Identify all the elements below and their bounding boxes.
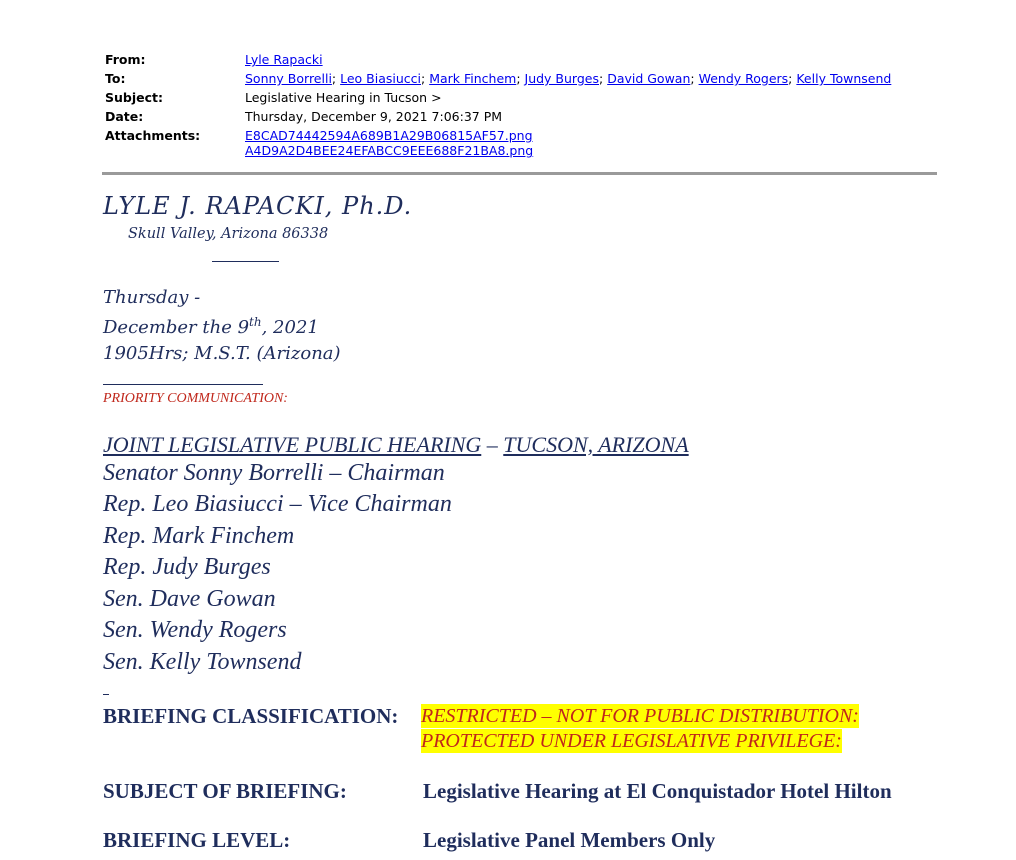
date-value: Thursday, December 9, 2021 7:06:37 PM — [245, 109, 503, 124]
letterhead-name: LYLE J. RAPACKI, Ph.D. — [103, 192, 413, 220]
classification-value-line1: RESTRICTED – NOT FOR PUBLIC DISTRIBUTION: — [421, 705, 859, 727]
dateline-rule — [103, 384, 263, 385]
letterhead-rule — [212, 261, 279, 262]
dateline-time: 1905Hrs; M.S.T. (Arizona) — [103, 343, 341, 364]
to-recipients: Sonny Borrelli; Leo Biasiucci; Mark Finchem; Judy Burges; David Gowan; Wendy Rogers; Kelly Townsend — [245, 71, 892, 86]
recipient-link[interactable]: Leo Biasiucci — [340, 71, 421, 86]
from-label: From: — [105, 52, 146, 67]
header-divider — [102, 172, 937, 175]
subject-value: Legislative Hearing in Tucson > — [245, 90, 442, 105]
recipient-link[interactable]: Mark Finchem — [429, 71, 517, 86]
recipient-link[interactable]: David Gowan — [607, 71, 691, 86]
subject-of-briefing-label: SUBJECT OF BRIEFING: — [103, 779, 347, 803]
recipient-link[interactable]: Wendy Rogers — [698, 71, 789, 86]
member-line: Sen. Wendy Rogers — [103, 617, 287, 643]
recipient-link[interactable]: Judy Burges — [524, 71, 599, 86]
email-header — [105, 50, 891, 160]
briefing-level-label: BRIEFING LEVEL: — [103, 828, 291, 852]
member-line: Rep. Leo Biasiucci – Vice Chairman — [103, 491, 452, 517]
to-label: To: — [105, 71, 126, 86]
attachment-link[interactable]: E8CAD74442594A689B1A29B06815AF57.png — [245, 128, 533, 143]
recipient-link[interactable]: Kelly Townsend — [796, 71, 892, 86]
date-label: Date: — [105, 109, 144, 124]
subject-of-briefing-value: Legislative Hearing at El Conquistador Hotel Hilton — [423, 779, 892, 803]
attachments-label: Attachments: — [105, 128, 201, 143]
subject-label: Subject: — [105, 90, 163, 105]
classification-label: BRIEFING CLASSIFICATION: — [103, 704, 399, 728]
small-dash — [103, 694, 109, 695]
member-line: Rep. Mark Finchem — [103, 523, 295, 549]
from-link[interactable]: Lyle Rapacki — [245, 52, 323, 67]
classification-value-line2: PROTECTED UNDER LEGISLATIVE PRIVILEGE: — [421, 730, 842, 752]
recipient-link[interactable]: Sonny Borrelli — [245, 71, 332, 86]
member-line: Sen. Dave Gowan — [103, 586, 276, 612]
member-line: Senator Sonny Borrelli – Chairman — [103, 460, 445, 486]
date-row — [105, 107, 891, 126]
subject-row — [105, 88, 891, 107]
hearing-title: JOINT LEGISLATIVE PUBLIC HEARING – TUCSON, ARIZONA — [103, 432, 689, 457]
attachment-link[interactable]: A4D9A2D4BEE24EFABCC9EEE688F21BA8.png — [245, 143, 534, 158]
priority-label: PRIORITY COMMUNICATION: — [103, 391, 288, 406]
member-line: Rep. Judy Burges — [103, 554, 271, 580]
dateline-day: Thursday - — [103, 287, 201, 308]
to-row — [105, 69, 891, 88]
from-row — [105, 50, 891, 69]
letterhead-location: Skull Valley, Arizona 86338 — [128, 226, 329, 242]
member-line: Sen. Kelly Townsend — [103, 649, 302, 675]
dateline-date: December the 9th, 2021 — [103, 315, 319, 338]
briefing-level-value: Legislative Panel Members Only — [423, 828, 716, 852]
